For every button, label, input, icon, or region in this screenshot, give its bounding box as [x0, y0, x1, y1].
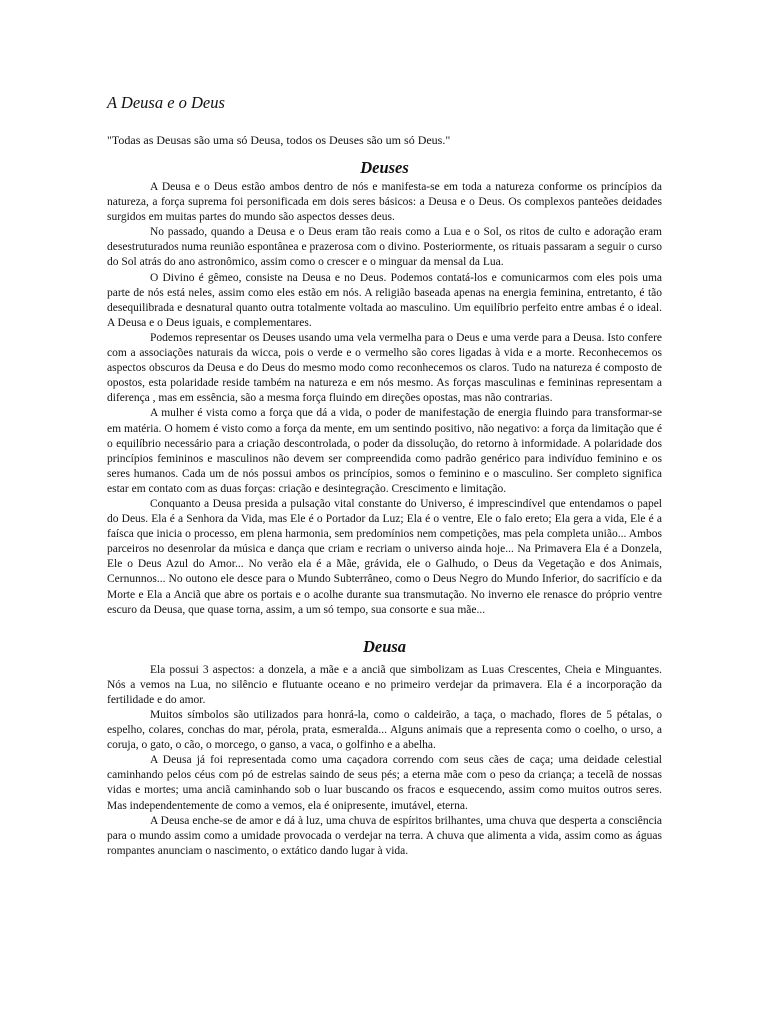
section-deusa: [107, 637, 662, 859]
section-deuses: [107, 158, 662, 618]
paragraph: A Deusa enche-se de amor e dá à luz, uma chuva de espíritos brilhantes, uma chuva que desperta a consciência para o mundo assim como a umidade provocada o verdejar na terra. A chuva que alimenta a vida, assim como as águas rompantes anunciam o nascimento, o extático dando lugar à vida.: [107, 814, 662, 857]
paragraph: Conquanto a Deusa presida a pulsação vital constante do Universo, é imprescindível que entendamos o papel do Deus. Ela é a Senhora da Vida, mas Ele é o Portador da Luz; Ela é o ventre, Ele o falo ereto; Ela gera a vida, Ele é a faísca que inicia o processo, em plena harmonia, sem predomínios nem competições, mas pela completa união... Ambos parceiros no desenrolar da música e dança que criam e recriam o universo ainda hoje... Na Primavera Ela é a Donzela, Ele o Deus Azul do Amor... No verão ela é a Mãe, grávida, ele o Galhudo, o Deus da Vegetação e dos Animais, Cernunnos... No outono ele desce para o Mundo Subterrâneo, como o Deus Negro do Mundo Inferior, do sacrifício e da Morte e Ela a Anciã que abre os portais e o acolhe durante sua transmutação. No inverno ele renasce do próprio ventre escuro da Deusa, que quase torna, assim, a um só tempo, sua consorte e sua mãe...: [107, 497, 662, 616]
paragraph: Ela possui 3 aspectos: a donzela, a mãe e a anciã que simbolizam as Luas Crescentes, Cheia e Minguantes. Nós a vemos na Lua, no silêncio e flutuante oceano e no primeiro verdejar da primavera. Ela é a incorporação da fertilidade e do amor.: [107, 663, 662, 706]
document-title: A Deusa e o Deus: [107, 93, 225, 112]
paragraph: No passado, quando a Deusa e o Deus eram tão reais como a Lua e o Sol, os ritos de culto e adoração eram desestruturados numa reunião espontânea e prazerosa com o divino. Posteriormente, os rituais passaram a seguir o curso do Sol atrás do ano astronômico, assim como o crescer e o minguar da mensal da Lua.: [107, 226, 662, 269]
paragraph: Podemos representar os Deuses usando uma vela vermelha para o Deus e uma verde para a Deusa. Isto confere com a associações naturais da wicca, pois o verde e o vermelho são cores ligadas à vida e a morte. Reconhecemos os aspectos obscuros da Deusa e do Deus do mesmo modo como reconhecemos os claros. Tudo na natureza é composto de opostos, esta polaridade reside também na natureza e em nós mesmo. As forças masculinas e femininas representam a diferença , mas em essência, são a mesma força fluindo em direções opostas, mas não contrarias.: [107, 331, 662, 405]
paragraph: A Deusa e o Deus estão ambos dentro de nós e manifesta-se em toda a natureza conforme os princípios da natureza, a força suprema foi personificada em dois seres básicos: a Deusa e o Deus. Os complexos panteões deidades surgidos em muitas partes do mundo são aspectos desses deus.: [107, 181, 662, 224]
paragraph: A mulher é vista como a força que dá a vida, o poder de manifestação de energia fluindo para transformar-se em matéria. O homem é visto como a força da mente, em um sentindo positivo, não negativo: a força da limitação que é o equilíbrio necessário para a criação descontrolada, o poder da dissolução, do retorno à informidade. A polaridade dos princípios femininos e masculinos não devem ser compreendida como padrão genérico para indivíduo feminino e os seres humanos. Cada um de nós possui ambos os princípios, somos o feminino e o masculino. Ser completo significa estar em contato com as duas forças: criação e desintegração. Crescimento e limitação.: [107, 407, 662, 495]
epigraph-quote: "Todas as Deusas são uma só Deusa, todos os Deuses são um só Deus.": [107, 133, 451, 147]
paragraph: Muitos símbolos são utilizados para honrá-la, como o caldeirão, a taça, o machado, flores de 5 pétalas, o espelho, colares, conchas do mar, pérola, prata, esmeralda... Alguns animais que a representa como o coelho, o urso, a coruja, o gato, o cão, o morcego, o ganso, a vaca, o golfinho e a abelha.: [107, 709, 662, 752]
paragraph: O Divino é gêmeo, consiste na Deusa e no Deus. Podemos contatá-los e comunicarmos com eles pois uma parte de nós está neles, assim como eles estão em nós. A religião baseada apenas na energia feminina, entretanto, é tão desequilibrada e desnatural quanto outra totalmente voltada ao masculino. Um equilíbrio perfeito entre ambas é o ideal. A Deusa e o Deus iguais, e complementares.: [107, 271, 662, 329]
section-heading-deuses: Deuses: [360, 158, 409, 177]
paragraph: A Deusa já foi representada como uma caçadora correndo com seus cães de caça; uma deidade celestial caminhando pelos céus com pó de estrelas saindo de seus pés; a eterna mãe com o peso da criança; a tecelã de nossas vidas e mortes; uma anciã caminhando sob o luar buscando os fracos e esquecendo, assim como muitos outros seres. Mas independentemente de como a vemos, ela é onipresente, imutável, eterna.: [107, 754, 662, 812]
section-heading-deusa: Deusa: [362, 636, 407, 656]
